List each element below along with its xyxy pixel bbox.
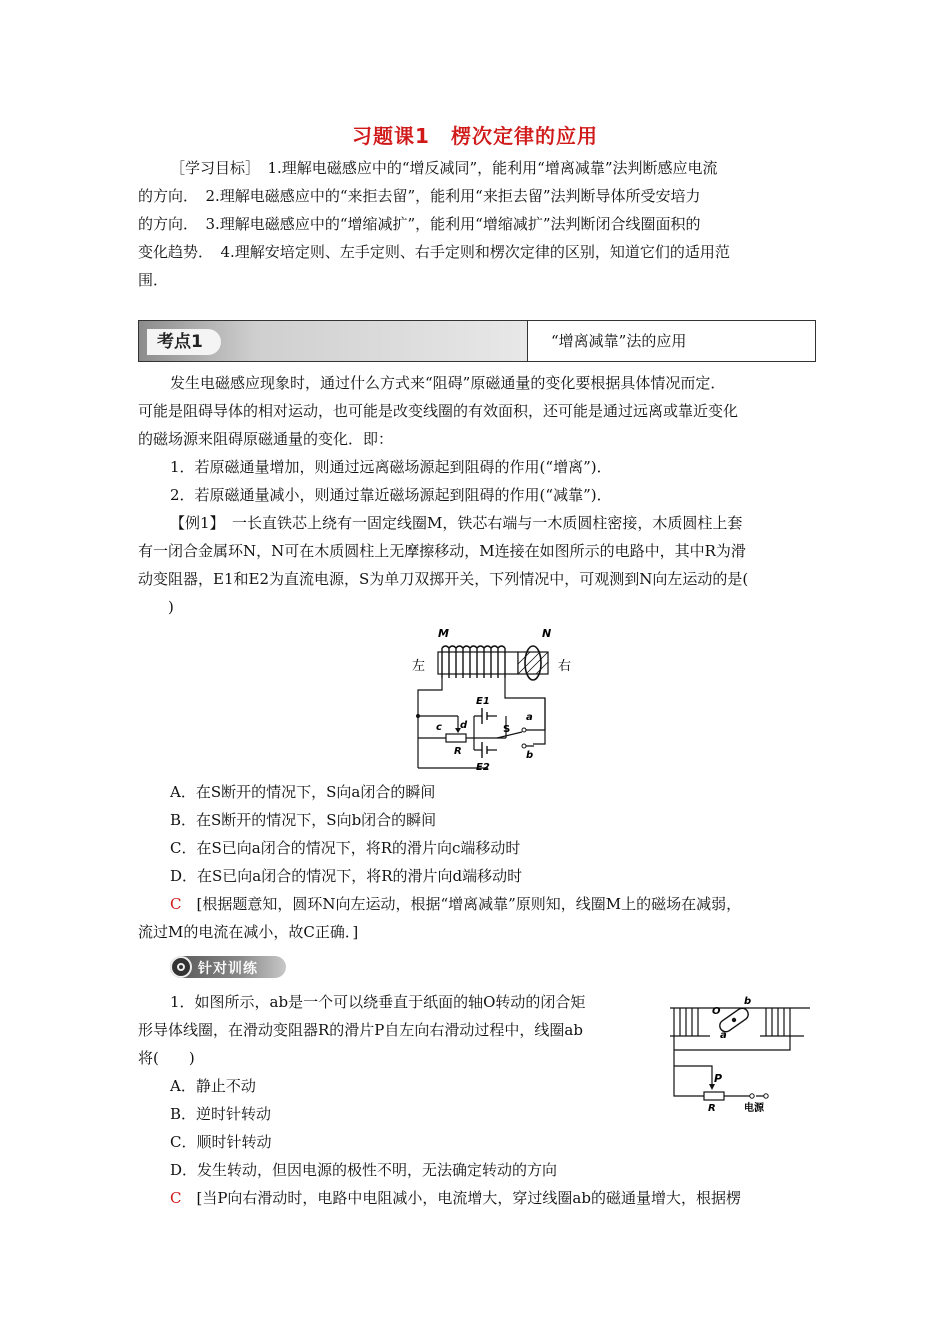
- axis-O: [732, 1018, 736, 1022]
- question-line: 1．如图所示，ab是一个可以绕垂直于纸面的轴O转动的闭合矩: [170, 993, 586, 1011]
- objectives-line: 的方向． 3.理解电磁感应中的“增缩减扩”，能利用“增缩减扩”法判断闭合线圈面积的: [138, 215, 701, 233]
- answer-letter: C: [170, 895, 182, 913]
- label-R: R: [454, 746, 462, 757]
- option-d: D．发生转动，但因电源的极性不明，无法确定转动的方向: [170, 1161, 558, 1179]
- label-R: R: [708, 1103, 716, 1114]
- resistor-R: [704, 1092, 724, 1100]
- example-line: 动变阻器，E1和E2为直流电源，S为单刀双掷开关，下列情况中，可观测到N向左运动的是(: [138, 570, 749, 588]
- target-icon: [170, 956, 192, 978]
- answer-1-line: [170, 893, 850, 915]
- page-title: 习题课1 楞次定律的应用: [352, 124, 598, 148]
- kaodian-label: 考点1: [147, 329, 221, 355]
- label-a: a: [720, 1030, 727, 1041]
- intro-line: 2．若原磁通量减小，则通过靠近磁场源起到阻碍的作用(“减靠”)．: [170, 486, 612, 504]
- label-b: b: [526, 750, 534, 761]
- example-line: 有一闭合金属环N，N可在木质圆柱上无摩擦移动，M连接在如图所示的电路中，其中R为滑: [138, 542, 746, 560]
- label-source: 电源: [744, 1103, 764, 1114]
- example-line: ): [138, 598, 174, 616]
- label-a: a: [526, 712, 533, 723]
- wood-cylinder: [518, 652, 548, 674]
- answer-1-line-2: 流过M的电流在减小，故C正确．]: [138, 923, 359, 941]
- switch-contact-a[interactable]: [522, 728, 526, 732]
- label-P: P: [714, 1072, 723, 1085]
- label-E2: E2: [476, 762, 490, 773]
- question-line: 形导体线圈，在滑动变阻器R的滑片P自左向右滑动过程中，线圈ab: [138, 1021, 583, 1039]
- terminal-2: [764, 1094, 768, 1098]
- kaodian-banner: [139, 321, 528, 361]
- coils-left-right: [670, 1008, 810, 1036]
- label-d: d: [460, 720, 468, 731]
- junction: [416, 714, 420, 718]
- battery-E1: [482, 708, 487, 724]
- training-label: 针对训练: [170, 956, 286, 978]
- answer-text: [根据题意知，圆环N向左运动，根据“增离减靠”原则知，线圈M上的磁场在减弱，: [181, 895, 742, 913]
- answer-text: [当P向右滑动时，电路中电阻减小，电流增大，穿过线圈ab的磁通量增大，根据楞: [181, 1189, 741, 1207]
- option-b: B．在S断开的情况下，S向b闭合的瞬间: [170, 811, 437, 829]
- battery-wires: [474, 716, 497, 750]
- battery-E2: [482, 742, 487, 758]
- label-left: 左: [412, 659, 426, 674]
- question-line: 将( ): [138, 1049, 195, 1067]
- switch-contact-b[interactable]: [522, 744, 526, 748]
- objectives-line: 变化趋势． 4.理解安培定则、左手定则、右手定则和楞次定律的区别，知道它们的适用范: [138, 243, 730, 261]
- label-c: c: [436, 722, 442, 733]
- intro-line: 可能是阻碍导体的相对运动，也可能是改变线圈的有效面积，还可能是通过远离或靠近变化: [138, 402, 739, 420]
- answer-letter: C: [170, 1189, 182, 1207]
- circuit-diagram-1: [408, 624, 598, 774]
- option-d: D．在S已向a闭合的情况下，将R的滑片向d端移动时: [170, 867, 523, 885]
- circuit-diagram-2: [664, 994, 814, 1114]
- intro-line: 发生电磁感应现象时，通过什么方式来“阻碍”原磁通量的变化要根据具体情况而定．: [170, 374, 726, 392]
- intro-line: 1．若原磁通量增加，则通过远离磁场源起到阻碍的作用(“增离”)．: [170, 458, 612, 476]
- circuit-wires-2: [674, 1036, 790, 1096]
- option-b: B．逆时针转动: [170, 1105, 272, 1123]
- iron-core: [438, 652, 518, 674]
- example-line: 【例1】 一长直铁芯上绕有一固定线圈M，铁芯右端与一木质圆柱密接，木质圆柱上套: [170, 514, 743, 532]
- objectives-line: 围．: [138, 271, 169, 289]
- kaodian-topic: “增离减靠”法的应用: [551, 332, 687, 350]
- training-answer-line: [170, 1187, 850, 1209]
- objectives-line: ［学习目标］ 1.理解电磁感应中的“增反减同”，能利用“增离减靠”法判断感应电流: [170, 159, 718, 177]
- option-c: C．在S已向a闭合的情况下，将R的滑片向c端移动时: [170, 839, 521, 857]
- resistor-R: [446, 734, 466, 742]
- option-a: A．在S断开的情况下，S向a闭合的瞬间: [170, 783, 436, 801]
- intro-line: 的磁场源来阻碍原磁通量的变化．即：: [138, 430, 394, 448]
- terminal-1: [750, 1094, 754, 1098]
- label-right: 右: [558, 659, 572, 674]
- option-a: A．静止不动: [170, 1077, 256, 1095]
- option-c: C．顺时针转动: [170, 1133, 272, 1151]
- label-M: M: [438, 627, 449, 640]
- label-S: S: [503, 724, 511, 735]
- coil-M: [442, 646, 505, 678]
- objectives-line: 的方向． 2.理解电磁感应中的“来拒去留”，能利用“来拒去留”法判断导体所受安培力: [138, 187, 701, 205]
- label-N: N: [542, 627, 552, 640]
- kaodian-box: [138, 320, 816, 362]
- label-b: b: [744, 996, 752, 1007]
- label-E1: E1: [476, 696, 490, 707]
- label-O: O: [712, 1006, 721, 1017]
